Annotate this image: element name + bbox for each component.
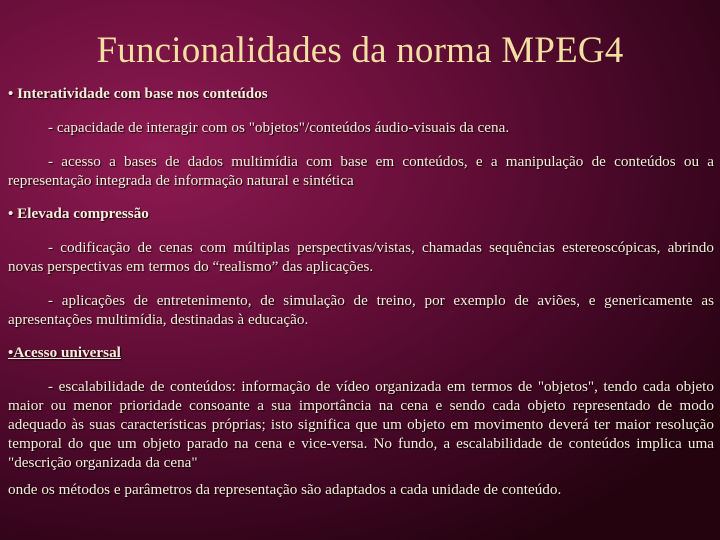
section-heading-acesso: •Acesso universal (8, 344, 121, 361)
section-heading-compressao: • Elevada compressão (8, 205, 149, 222)
section-item: - aplicações de entretenimento, de simulação de treino, por exemplo de aviões, e genericamente as apresentações multimídia, destinadas à educação. (8, 292, 714, 328)
slide-title: Funcionalidades da norma MPEG4 (96, 30, 624, 71)
section-item: - capacidade de interagir com os "objetos"/conteúdos áudio-visuais da cena. (48, 119, 510, 136)
section-item-continuation: onde os métodos e parâmetros da representação são adaptados a cada unidade de conteúdo. (8, 481, 562, 498)
slide-content (8, 84, 714, 499)
section-item: - acesso a bases de dados multimídia com base em conteúdos, e a manipulação de conteúdos ou a representação integrada de informação natural e sintética (8, 153, 714, 189)
section-item: - escalabilidade de conteúdos: informação de vídeo organizada em termos de "objetos", tendo cada objeto maior ou menor prioridade consoante a sua importância na cena e sendo cada objeto representado de modo adequado às suas características próprias; isto significa que um objeto em movimento deverá ter maior resolução temporal do que um objeto parado na cena e vice-versa. No fundo, a escalabilidade de conteúdos implica uma "descrição organizada da cena" (8, 378, 714, 471)
section-heading-interatividade: • Interatividade com base nos conteúdos (8, 85, 268, 102)
section-item: - codificação de cenas com múltiplas perspectivas/vistas, chamadas sequências estereoscópicas, abrindo novas perspectivas em termos do “realismo” das aplicações. (8, 239, 714, 275)
